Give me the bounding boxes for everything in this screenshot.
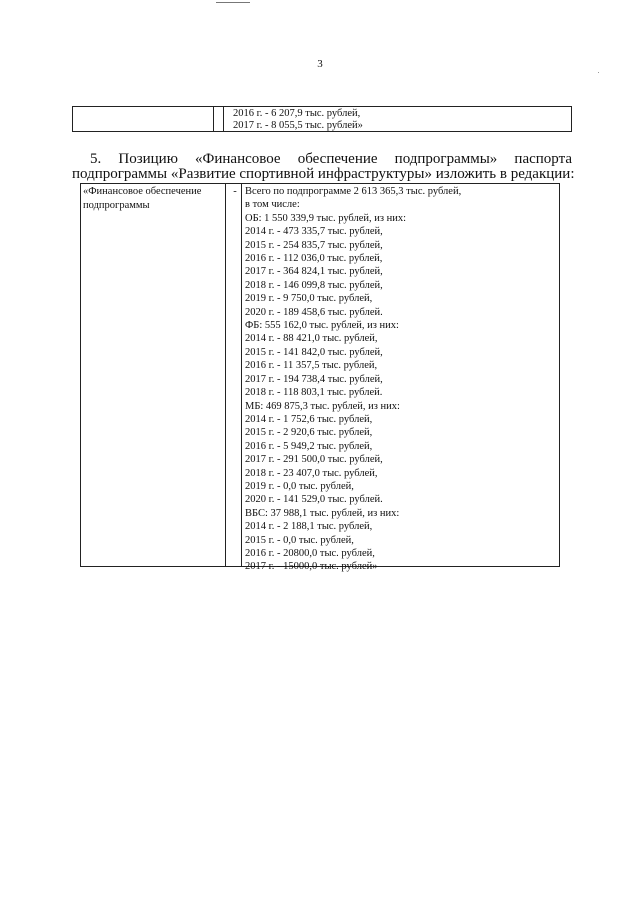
table-dash-cell: -	[233, 186, 237, 197]
paragraph-word: паспорта	[514, 151, 572, 167]
page-number: 3	[317, 58, 323, 70]
paragraph-word: обеспечение	[297, 151, 378, 167]
continuation-divider-1	[213, 107, 214, 131]
table-line: 2016 г. - 20800,0 тыс. рублей,	[245, 547, 375, 559]
continuation-divider-2	[223, 107, 224, 131]
table-line: 2017 г. - 15000,0 тыс. рублей»	[245, 561, 378, 573]
continuation-line: 2017 г. - 8 055,5 тыс. рублей»	[233, 120, 363, 131]
table-line: 2016 г. - 5 949,2 тыс. рублей,	[245, 440, 373, 452]
table-line: 2020 г. - 189 458,6 тыс. рублей.	[245, 306, 383, 318]
table-line: 2016 г. - 112 036,0 тыс. рублей,	[245, 253, 383, 265]
scan-speck	[598, 72, 599, 73]
table-line: 2020 г. - 141 529,0 тыс. рублей.	[245, 494, 383, 506]
table-line: 2017 г. - 291 500,0 тыс. рублей,	[245, 454, 383, 466]
table-label-cell: «Финансовое обеспечение подпрограммы	[83, 186, 202, 211]
continuation-table	[72, 106, 572, 132]
table-line: ВБС: 37 988,1 тыс. рублей, из них:	[245, 507, 400, 519]
table-line: 2015 г. - 254 835,7 тыс. рублей,	[245, 239, 383, 251]
paragraph-word: Позицию	[118, 151, 178, 167]
table-line: ОБ: 1 550 339,9 тыс. рублей, из них:	[245, 212, 407, 224]
paragraph-line-2: подпрограммы «Развитие спортивной инфраструктуры» изложить в редакции:	[72, 166, 575, 182]
paragraph-word: 5.	[90, 151, 102, 167]
table-line: 2018 г. - 23 407,0 тыс. рублей,	[245, 467, 378, 479]
table-lines-cell	[245, 185, 555, 574]
continuation-lines	[233, 108, 363, 132]
paragraph-line-1	[72, 151, 572, 167]
table-line: Всего по подпрограмме 2 613 365,3 тыс. рублей,	[245, 186, 462, 197]
table-line: 2018 г. - 118 803,1 тыс. рублей.	[245, 387, 383, 399]
table-line: 2019 г. - 9 750,0 тыс. рублей,	[245, 293, 373, 305]
continuation-line: 2016 г. - 6 207,9 тыс. рублей,	[233, 108, 361, 119]
table-line: 2017 г. - 194 738,4 тыс. рублей,	[245, 373, 383, 385]
paragraph-word: подпрограммы»	[394, 151, 498, 167]
table-line: 2014 г. - 473 335,7 тыс. рублей,	[245, 226, 383, 238]
table-line: в том числе:	[245, 199, 300, 211]
table-line: ФБ: 555 162,0 тыс. рублей, из них:	[245, 320, 399, 332]
table-line: 2014 г. - 88 421,0 тыс. рублей,	[245, 333, 378, 345]
financing-table	[80, 183, 560, 573]
table-divider-1	[225, 184, 226, 566]
table-line: 2016 г. - 11 357,5 тыс. рублей,	[245, 360, 378, 372]
table-line: 2014 г. - 1 752,6 тыс. рублей,	[245, 413, 373, 425]
top-scan-mark	[216, 2, 250, 3]
table-line: 2015 г. - 141 842,0 тыс. рублей,	[245, 346, 383, 358]
table-line: 2015 г. - 0,0 тыс. рублей,	[245, 534, 354, 546]
table-line: 2019 г. - 0,0 тыс. рублей,	[245, 480, 354, 492]
paragraph-word: «Финансовое	[195, 151, 281, 167]
table-line: 2015 г. - 2 920,6 тыс. рублей,	[245, 427, 373, 439]
table-line: МБ: 469 875,3 тыс. рублей, из них:	[245, 400, 400, 412]
table-divider-2	[241, 184, 242, 566]
table-line: 2017 г. - 364 824,1 тыс. рублей,	[245, 266, 383, 278]
table-line: 2018 г. - 146 099,8 тыс. рублей,	[245, 279, 383, 291]
table-line: 2014 г. - 2 188,1 тыс. рублей,	[245, 521, 373, 533]
